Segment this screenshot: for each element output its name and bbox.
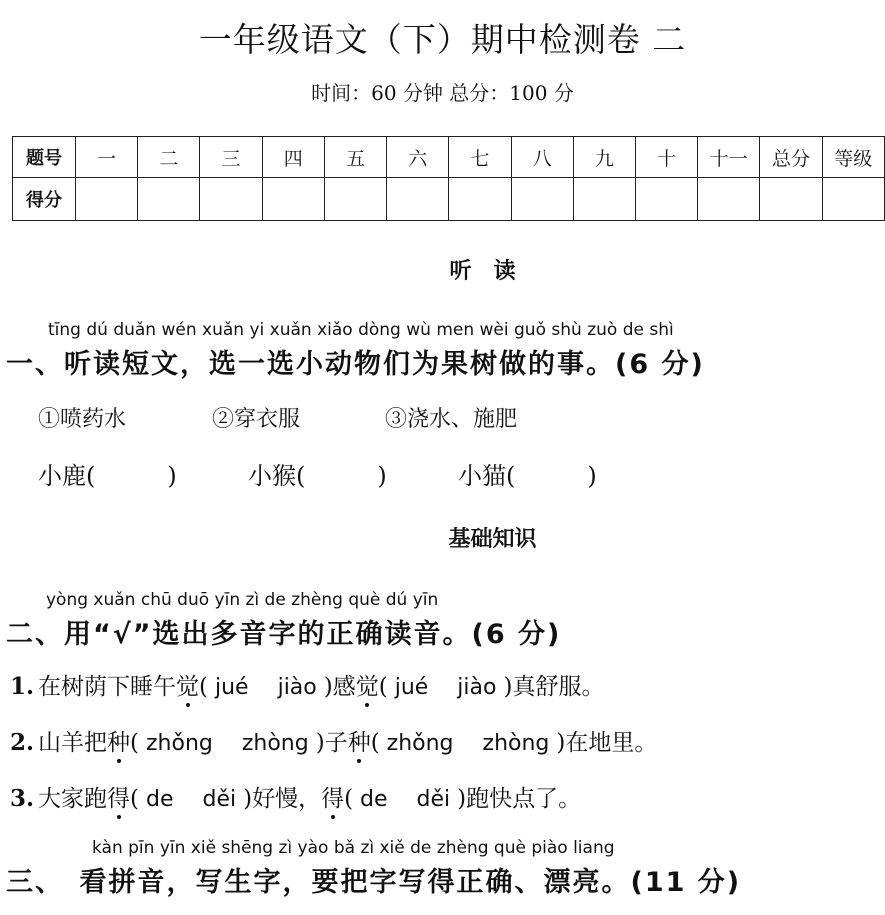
score-cell[interactable]: [387, 178, 449, 221]
q1-pinyin: tīng dú duǎn wén xuǎn yi xuǎn xiǎo dòng wù men wèi guǒ shù zuò de shì: [48, 320, 674, 340]
item-text: )感: [323, 674, 356, 700]
column-header: 六: [387, 137, 449, 178]
q3-question: 三、 看拼音，写生字，要把字写得正确、漂亮。(11 分): [6, 867, 742, 898]
table-row: [13, 178, 885, 221]
pronunciation-choices[interactable]: de děi: [353, 787, 458, 812]
section-heading-listening: 听 读: [449, 259, 516, 284]
q1-answer-blank[interactable]: 小猫( ): [458, 462, 597, 490]
q2-item: [10, 724, 657, 757]
page-title: 一年级语文（下）期中检测卷 二: [198, 20, 687, 59]
score-cell[interactable]: [76, 178, 138, 221]
item-text: 山羊把: [38, 730, 108, 756]
item-text: )真舒服。: [503, 674, 605, 700]
pronunciation-choices[interactable]: zhǒng zhòng: [379, 731, 557, 756]
score-cell[interactable]: [822, 178, 884, 221]
column-header: 七: [449, 137, 511, 178]
item-number: 2.: [10, 729, 35, 756]
column-header: 总分: [760, 137, 822, 178]
q2-item: [10, 780, 581, 813]
q1-option: ①喷药水: [38, 407, 127, 432]
item-text: (: [370, 730, 380, 756]
row-header-score: 得分: [13, 178, 76, 221]
item-text: (: [378, 674, 388, 700]
q2-item: [10, 668, 604, 701]
q1-option: ②穿衣服: [212, 407, 301, 432]
row-header-question-number: 题号: [13, 137, 76, 178]
pronunciation-choices[interactable]: jué jiào: [387, 675, 504, 700]
column-header: 四: [262, 137, 324, 178]
exam-meta: 时间：60 分钟 总分：100 分: [311, 81, 574, 105]
column-header: 三: [200, 137, 262, 178]
item-text: )在地里。: [556, 730, 658, 756]
target-character: 觉: [356, 668, 379, 701]
score-cell[interactable]: [760, 178, 822, 221]
item-text: 大家跑: [38, 786, 108, 812]
q1-question: 一、听读短文，选一选小动物们为果树做的事。(6 分): [6, 349, 705, 380]
pronunciation-choices[interactable]: jué jiào: [208, 675, 324, 700]
item-text: (: [130, 730, 139, 756]
score-cell[interactable]: [138, 178, 200, 221]
score-cell[interactable]: [635, 178, 697, 221]
q2-question: 二、用“√”选出多音字的正确读音。(6 分): [6, 619, 562, 650]
target-character: 得: [321, 780, 344, 813]
score-cell[interactable]: [573, 178, 635, 221]
column-header: 五: [324, 137, 386, 178]
target-character: 得: [107, 780, 130, 813]
q1-option: ③浇水、施肥: [385, 407, 518, 432]
score-cell[interactable]: [511, 178, 573, 221]
item-number: 1.: [10, 673, 35, 700]
score-cell[interactable]: [698, 178, 760, 221]
section-heading-basics: 基础知识: [448, 527, 537, 552]
item-text: (: [130, 786, 139, 812]
score-table: [12, 136, 885, 221]
score-cell[interactable]: [449, 178, 511, 221]
item-text: (: [199, 674, 208, 700]
score-cell[interactable]: [200, 178, 262, 221]
target-character: 种: [107, 724, 130, 757]
target-character: 种: [348, 724, 371, 757]
item-number: 3.: [10, 785, 35, 812]
pronunciation-choices[interactable]: zhǒng zhòng: [139, 731, 316, 756]
column-header: 九: [573, 137, 635, 178]
q3-pinyin: kàn pīn yīn xiě shēng zì yào bǎ zì xiě de zhèng què piào liang: [92, 838, 615, 858]
score-cell[interactable]: [324, 178, 386, 221]
score-cell[interactable]: [262, 178, 324, 221]
column-header: 二: [138, 137, 200, 178]
column-header: 八: [511, 137, 573, 178]
item-text: )子: [315, 730, 348, 756]
item-text: )好慢，: [243, 786, 322, 812]
column-header: 一: [76, 137, 138, 178]
column-header: 十一: [698, 137, 760, 178]
item-text: (: [344, 786, 354, 812]
table-row: [13, 137, 885, 178]
q1-answer-blank[interactable]: 小猴( ): [248, 462, 387, 490]
target-character: 觉: [176, 668, 199, 701]
column-header: 等级: [822, 137, 884, 178]
item-text: 在树荫下睡午: [38, 674, 177, 700]
item-text: )跑快点了。: [457, 786, 582, 812]
pronunciation-choices[interactable]: de děi: [139, 787, 244, 812]
q2-pinyin: yòng xuǎn chū duō yīn zì de zhèng què dú yīn: [46, 590, 439, 610]
q1-answer-blank[interactable]: 小鹿( ): [38, 462, 177, 490]
column-header: 十: [635, 137, 697, 178]
